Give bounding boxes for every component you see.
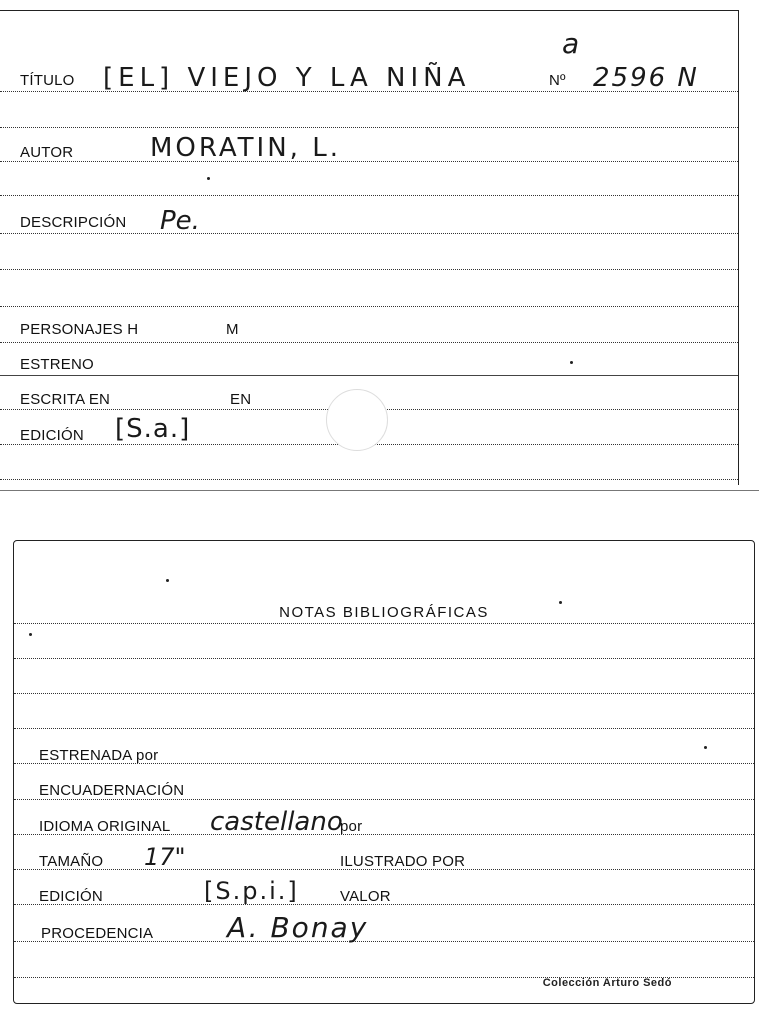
descripcion-value: Pe.	[160, 206, 200, 236]
edicion-value: [S.a.]	[115, 414, 191, 444]
ilustrado-label: ILUSTRADO POR	[340, 853, 466, 870]
estreno-label: ESTRENO	[20, 356, 94, 373]
rule	[14, 728, 754, 729]
edicion-label: EDICIÓN	[20, 427, 84, 444]
rule	[0, 269, 738, 270]
rule	[14, 623, 754, 624]
catalog-card-bottom	[13, 540, 755, 1004]
tamano-value: 17"	[144, 843, 186, 871]
notas-heading: NOTAS BIBLIOGRÁFICAS	[279, 604, 489, 621]
edicion-label: EDICIÓN	[39, 888, 103, 905]
encuadernacion-label: ENCUADERNACIÓN	[39, 782, 185, 799]
estrenada-label: ESTRENADA por	[39, 747, 159, 764]
catalog-card-top	[0, 10, 739, 485]
separator-line	[0, 490, 759, 491]
speck	[166, 579, 169, 582]
personajes-m-label: M	[226, 321, 239, 338]
rule	[0, 127, 738, 128]
idioma-label: IDIOMA ORIGINAL	[39, 818, 171, 835]
escrita-en-label: ESCRITA EN	[20, 391, 111, 408]
procedencia-value: A. Bonay	[227, 911, 369, 944]
rule	[0, 195, 738, 196]
autor-value: MORATIN, L.	[150, 133, 341, 163]
descripcion-label: DESCRIPCIÓN	[20, 214, 127, 231]
en-label: EN	[230, 391, 252, 408]
rule	[0, 233, 738, 234]
punch-hole	[326, 389, 388, 451]
procedencia-label: PROCEDENCIA	[41, 925, 154, 942]
autor-label: AUTOR	[20, 144, 74, 161]
rule	[0, 342, 738, 343]
numero-value: 2596 N	[593, 63, 699, 93]
edicion-value: [S.p.i.]	[204, 877, 299, 905]
titulo-value: [EL] VIEJO Y LA NIÑA	[103, 63, 471, 93]
rule	[0, 375, 738, 376]
rule	[0, 161, 738, 162]
personajes-h-label: PERSONAJES H	[20, 321, 139, 338]
rule	[14, 799, 754, 800]
speck	[570, 361, 573, 364]
rule	[0, 479, 738, 480]
titulo-label: TÍTULO	[20, 72, 75, 89]
tamano-label: TAMAÑO	[39, 853, 104, 870]
speck	[207, 177, 210, 180]
numero-label: Nº	[549, 72, 566, 89]
rule	[0, 306, 738, 307]
collection-footer: Colección Arturo Sedó	[542, 977, 672, 989]
speck	[704, 746, 707, 749]
rule	[14, 658, 754, 659]
por-label: por	[340, 818, 363, 835]
idioma-value: castellano	[210, 807, 343, 837]
speck	[29, 633, 32, 636]
valor-label: VALOR	[340, 888, 391, 905]
speck	[559, 601, 562, 604]
numero-mark: a	[562, 27, 580, 60]
rule	[14, 693, 754, 694]
